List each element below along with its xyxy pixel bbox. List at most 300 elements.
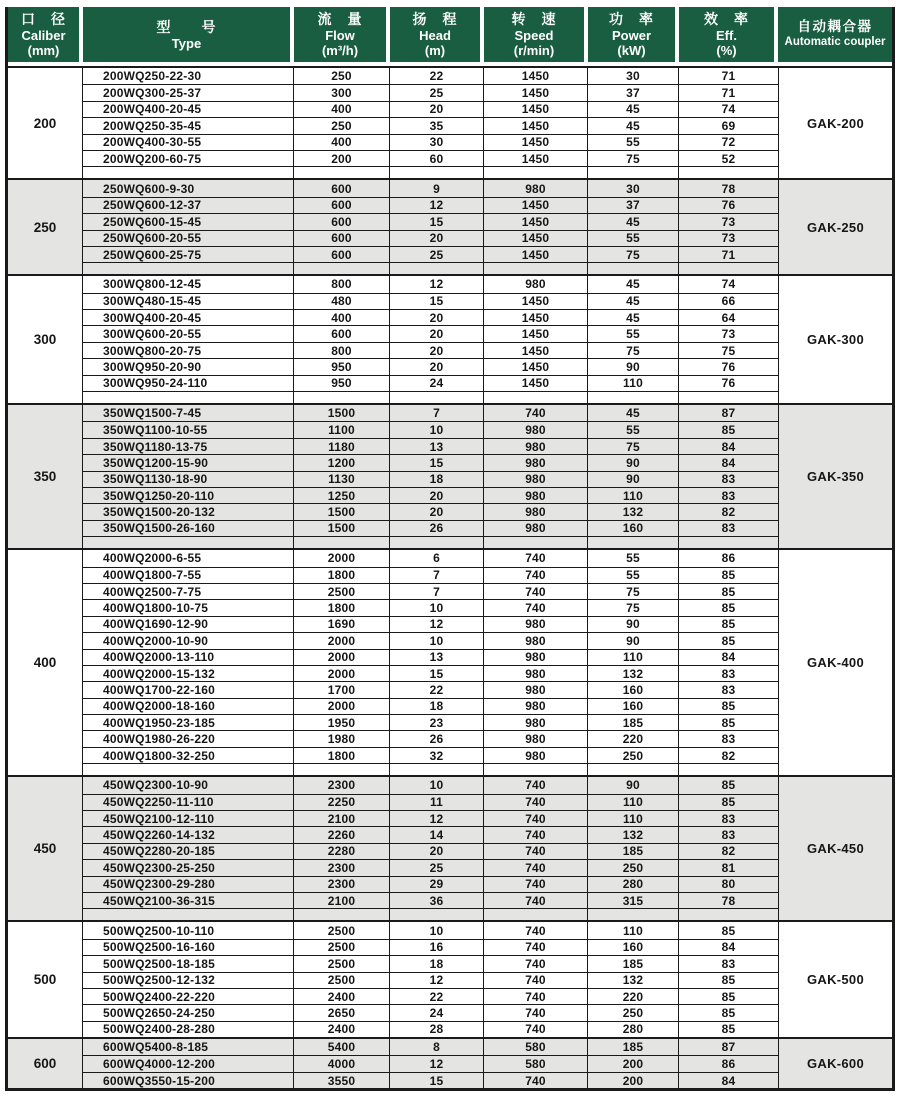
type-cell: 250WQ600-9-30 bbox=[83, 180, 294, 196]
table-row bbox=[83, 325, 778, 341]
eff-cell: 71 bbox=[721, 247, 736, 262]
flow-cell: 1130 bbox=[294, 472, 390, 487]
speed-cell: 980 bbox=[484, 180, 588, 196]
eff-cell: 83 bbox=[721, 828, 736, 843]
speed-cell: 1450 bbox=[484, 214, 588, 229]
speed-cell: 980 bbox=[484, 666, 588, 681]
table-row bbox=[83, 68, 778, 84]
power-cell: 185 bbox=[588, 956, 679, 971]
group-rows bbox=[83, 550, 778, 775]
type-cell: 450WQ2260-14-132 bbox=[83, 827, 294, 842]
flow-cell: 5400 bbox=[294, 1039, 390, 1055]
head-cell: 12 bbox=[390, 811, 484, 826]
head-cell: 16 bbox=[390, 940, 484, 955]
spacer-row bbox=[83, 536, 778, 548]
power-cell: 30 bbox=[588, 180, 679, 196]
table-row bbox=[83, 616, 778, 632]
power-cell: 315 bbox=[588, 893, 679, 908]
table-row bbox=[83, 1021, 778, 1037]
group-rows bbox=[83, 922, 778, 1037]
head-cell: 25 bbox=[390, 860, 484, 875]
head-cell: 12 bbox=[390, 973, 484, 988]
header-caliber-unit: (mm) bbox=[27, 43, 60, 58]
power-cell: 185 bbox=[588, 715, 679, 730]
table-row bbox=[83, 550, 778, 566]
table-row bbox=[83, 988, 778, 1004]
type-cell: 200WQ250-22-30 bbox=[83, 68, 294, 84]
spacer-row bbox=[83, 908, 778, 920]
head-cell: 13 bbox=[390, 650, 484, 665]
eff-cell-empty bbox=[679, 263, 778, 274]
eff-cell: 83 bbox=[721, 956, 736, 971]
flow-cell: 600 bbox=[294, 231, 390, 246]
head-cell: 18 bbox=[390, 956, 484, 971]
head-cell: 10 bbox=[390, 922, 484, 938]
type-cell: 200WQ400-20-45 bbox=[83, 102, 294, 117]
eff-cell: 84 bbox=[721, 455, 736, 470]
eff-cell: 78 bbox=[721, 893, 736, 908]
flow-cell: 1800 bbox=[294, 748, 390, 763]
head-cell-empty bbox=[390, 764, 484, 775]
speed-cell: 980 bbox=[484, 715, 588, 730]
table-row bbox=[83, 567, 778, 583]
type-cell: 500WQ2500-16-160 bbox=[83, 940, 294, 955]
speed-cell: 740 bbox=[484, 893, 588, 908]
power-cell: 90 bbox=[588, 633, 679, 648]
eff-cell: 83 bbox=[721, 811, 736, 826]
eff-cell: 71 bbox=[721, 69, 736, 84]
header-caliber-zh: 口 径 bbox=[21, 11, 66, 27]
power-cell-empty bbox=[588, 764, 679, 775]
speed-cell: 740 bbox=[484, 940, 588, 955]
head-cell: 22 bbox=[390, 682, 484, 697]
type-cell: 400WQ1690-12-90 bbox=[83, 617, 294, 632]
speed-cell: 980 bbox=[484, 455, 588, 470]
table-row bbox=[83, 520, 778, 536]
eff-cell: 84 bbox=[721, 1073, 736, 1088]
flow-cell: 600 bbox=[294, 247, 390, 262]
group-rows bbox=[83, 1039, 778, 1088]
flow-cell: 2500 bbox=[294, 973, 390, 988]
flow-cell: 2100 bbox=[294, 893, 390, 908]
power-cell: 75 bbox=[588, 584, 679, 599]
type-cell-empty bbox=[83, 263, 294, 274]
type-cell: 500WQ2400-22-220 bbox=[83, 989, 294, 1004]
table-row bbox=[83, 246, 778, 262]
speed-cell: 1450 bbox=[484, 198, 588, 213]
header-eff-en: Eff. bbox=[716, 28, 737, 43]
head-cell: 26 bbox=[390, 521, 484, 536]
type-cell: 350WQ1130-18-90 bbox=[83, 472, 294, 487]
power-cell-empty bbox=[588, 909, 679, 920]
speed-cell: 580 bbox=[484, 1039, 588, 1055]
eff-cell: 71 bbox=[721, 86, 736, 101]
speed-cell: 980 bbox=[484, 617, 588, 632]
eff-cell: 75 bbox=[721, 343, 736, 358]
head-cell-empty bbox=[390, 263, 484, 274]
type-cell-empty bbox=[83, 764, 294, 775]
power-cell: 132 bbox=[588, 666, 679, 681]
flow-cell: 600 bbox=[294, 326, 390, 341]
eff-cell-empty bbox=[679, 537, 778, 548]
speed-cell: 1450 bbox=[484, 247, 588, 262]
eff-cell-empty bbox=[679, 392, 778, 403]
table-row bbox=[83, 1055, 778, 1071]
speed-cell: 1450 bbox=[484, 151, 588, 166]
power-cell: 75 bbox=[588, 439, 679, 454]
type-cell: 400WQ1950-23-185 bbox=[83, 715, 294, 730]
head-cell: 11 bbox=[390, 795, 484, 810]
head-cell: 20 bbox=[390, 231, 484, 246]
speed-cell: 740 bbox=[484, 405, 588, 421]
spacer-row bbox=[83, 262, 778, 274]
speed-cell: 980 bbox=[484, 699, 588, 714]
head-cell: 24 bbox=[390, 1005, 484, 1020]
header-head bbox=[390, 7, 484, 62]
head-cell: 20 bbox=[390, 844, 484, 859]
speed-cell: 740 bbox=[484, 811, 588, 826]
flow-cell: 1500 bbox=[294, 521, 390, 536]
power-cell: 200 bbox=[588, 1056, 679, 1071]
flow-cell: 600 bbox=[294, 180, 390, 196]
power-cell: 75 bbox=[588, 600, 679, 615]
flow-cell-empty bbox=[294, 537, 390, 548]
type-cell: 600WQ4000-12-200 bbox=[83, 1056, 294, 1071]
group-rows bbox=[83, 68, 778, 178]
eff-cell-empty bbox=[679, 167, 778, 178]
table-body bbox=[8, 66, 892, 1088]
power-cell: 250 bbox=[588, 1005, 679, 1020]
flow-cell: 2500 bbox=[294, 584, 390, 599]
header-caliber bbox=[8, 7, 83, 62]
power-cell: 185 bbox=[588, 1039, 679, 1055]
table-row bbox=[83, 276, 778, 292]
table-row bbox=[83, 972, 778, 988]
table-row bbox=[83, 454, 778, 470]
type-cell: 450WQ2300-10-90 bbox=[83, 777, 294, 793]
type-cell: 250WQ600-25-75 bbox=[83, 247, 294, 262]
flow-cell: 2500 bbox=[294, 940, 390, 955]
pump-spec-table bbox=[5, 7, 895, 1091]
eff-cell: 69 bbox=[721, 118, 736, 133]
table-row bbox=[83, 681, 778, 697]
power-cell: 132 bbox=[588, 827, 679, 842]
type-cell: 250WQ600-20-55 bbox=[83, 231, 294, 246]
table-row bbox=[83, 117, 778, 133]
flow-cell: 2100 bbox=[294, 811, 390, 826]
speed-cell-empty bbox=[484, 909, 588, 920]
spacer-row bbox=[83, 166, 778, 178]
header-type-en: Type bbox=[171, 35, 202, 51]
speed-cell: 740 bbox=[484, 584, 588, 599]
coupler-cell: GAK-600 bbox=[778, 1039, 892, 1088]
head-cell: 10 bbox=[390, 422, 484, 437]
caliber-group-200 bbox=[8, 68, 892, 178]
type-cell: 200WQ300-25-37 bbox=[83, 85, 294, 100]
table-row bbox=[83, 698, 778, 714]
table-row bbox=[83, 1072, 778, 1088]
type-cell: 300WQ800-20-75 bbox=[83, 343, 294, 358]
eff-cell: 85 bbox=[721, 423, 736, 438]
header-speed bbox=[484, 7, 588, 62]
type-cell: 500WQ2400-28-280 bbox=[83, 1022, 294, 1037]
flow-cell: 950 bbox=[294, 376, 390, 391]
flow-cell: 2260 bbox=[294, 827, 390, 842]
speed-cell: 1450 bbox=[484, 135, 588, 150]
spacer-row bbox=[83, 391, 778, 403]
type-cell: 600WQ5400-8-185 bbox=[83, 1039, 294, 1055]
flow-cell: 2500 bbox=[294, 922, 390, 938]
header-caliber-en: Caliber bbox=[21, 28, 66, 43]
type-cell-empty bbox=[83, 167, 294, 178]
eff-cell: 73 bbox=[721, 214, 736, 229]
table-row bbox=[83, 859, 778, 875]
head-cell: 13 bbox=[390, 439, 484, 454]
table-row bbox=[83, 101, 778, 117]
type-cell: 600WQ3550-15-200 bbox=[83, 1073, 294, 1088]
speed-cell: 580 bbox=[484, 1056, 588, 1071]
table-row bbox=[83, 487, 778, 503]
type-cell: 450WQ2100-12-110 bbox=[83, 811, 294, 826]
eff-cell: 74 bbox=[721, 102, 736, 117]
head-cell: 6 bbox=[390, 550, 484, 566]
power-cell: 55 bbox=[588, 422, 679, 437]
header-type bbox=[83, 7, 294, 62]
power-cell: 55 bbox=[588, 568, 679, 583]
flow-cell: 800 bbox=[294, 343, 390, 358]
flow-cell: 2300 bbox=[294, 777, 390, 793]
type-cell: 350WQ1500-20-132 bbox=[83, 504, 294, 519]
coupler-cell: GAK-200 bbox=[778, 68, 892, 178]
speed-cell: 1450 bbox=[484, 376, 588, 391]
head-cell: 22 bbox=[390, 68, 484, 84]
power-cell: 45 bbox=[588, 214, 679, 229]
flow-cell: 200 bbox=[294, 151, 390, 166]
speed-cell: 1450 bbox=[484, 118, 588, 133]
eff-cell: 74 bbox=[721, 277, 736, 292]
eff-cell: 86 bbox=[721, 551, 736, 566]
caliber-group-500 bbox=[8, 920, 892, 1037]
caliber-cell: 250 bbox=[8, 180, 83, 274]
header-eff-unit: (%) bbox=[716, 43, 737, 58]
type-cell: 400WQ2000-10-90 bbox=[83, 633, 294, 648]
power-cell: 110 bbox=[588, 376, 679, 391]
speed-cell-empty bbox=[484, 263, 588, 274]
table-row bbox=[83, 471, 778, 487]
flow-cell: 1500 bbox=[294, 504, 390, 519]
eff-cell: 80 bbox=[721, 877, 736, 892]
type-cell: 350WQ1100-10-55 bbox=[83, 422, 294, 437]
flow-cell: 1500 bbox=[294, 405, 390, 421]
table-row bbox=[83, 632, 778, 648]
power-cell: 90 bbox=[588, 777, 679, 793]
head-cell: 9 bbox=[390, 180, 484, 196]
eff-cell: 73 bbox=[721, 327, 736, 342]
power-cell: 75 bbox=[588, 343, 679, 358]
coupler-cell: GAK-350 bbox=[778, 405, 892, 548]
eff-cell: 76 bbox=[721, 198, 736, 213]
flow-cell: 2300 bbox=[294, 860, 390, 875]
power-cell: 37 bbox=[588, 198, 679, 213]
table-row bbox=[83, 922, 778, 938]
power-cell: 45 bbox=[588, 294, 679, 309]
table-row bbox=[83, 714, 778, 730]
speed-cell: 980 bbox=[484, 633, 588, 648]
eff-cell: 85 bbox=[721, 601, 736, 616]
eff-cell: 78 bbox=[721, 181, 736, 196]
head-cell: 60 bbox=[390, 151, 484, 166]
table-row bbox=[83, 730, 778, 746]
head-cell: 29 bbox=[390, 877, 484, 892]
head-cell: 15 bbox=[390, 666, 484, 681]
type-cell: 300WQ950-24-110 bbox=[83, 376, 294, 391]
head-cell: 26 bbox=[390, 731, 484, 746]
type-cell: 450WQ2280-20-185 bbox=[83, 844, 294, 859]
speed-cell: 740 bbox=[484, 956, 588, 971]
table-row bbox=[83, 843, 778, 859]
eff-cell: 83 bbox=[721, 666, 736, 681]
eff-cell: 85 bbox=[721, 715, 736, 730]
eff-cell: 85 bbox=[721, 1022, 736, 1037]
speed-cell: 980 bbox=[484, 504, 588, 519]
flow-cell: 480 bbox=[294, 294, 390, 309]
speed-cell: 980 bbox=[484, 521, 588, 536]
power-cell: 220 bbox=[588, 731, 679, 746]
flow-cell: 1700 bbox=[294, 682, 390, 697]
caliber-group-300 bbox=[8, 274, 892, 403]
flow-cell: 2500 bbox=[294, 956, 390, 971]
speed-cell: 740 bbox=[484, 600, 588, 615]
type-cell: 300WQ800-12-45 bbox=[83, 276, 294, 292]
head-cell: 10 bbox=[390, 777, 484, 793]
flow-cell: 950 bbox=[294, 359, 390, 374]
eff-cell: 83 bbox=[721, 732, 736, 747]
table-row bbox=[83, 599, 778, 615]
speed-cell: 740 bbox=[484, 568, 588, 583]
eff-cell-empty bbox=[679, 909, 778, 920]
type-cell: 450WQ2250-11-110 bbox=[83, 795, 294, 810]
table-header bbox=[8, 7, 892, 62]
type-cell: 400WQ1800-10-75 bbox=[83, 600, 294, 615]
flow-cell-empty bbox=[294, 909, 390, 920]
table-row bbox=[83, 777, 778, 793]
type-cell: 400WQ2500-7-75 bbox=[83, 584, 294, 599]
eff-cell: 85 bbox=[721, 778, 736, 793]
header-head-unit: (m) bbox=[424, 43, 446, 58]
head-cell-empty bbox=[390, 909, 484, 920]
eff-cell: 87 bbox=[721, 1040, 736, 1055]
head-cell: 20 bbox=[390, 488, 484, 503]
header-coupler-en: Automatic coupler bbox=[784, 36, 886, 48]
header-speed-zh: 转 速 bbox=[511, 11, 557, 27]
table-row bbox=[83, 826, 778, 842]
power-cell: 160 bbox=[588, 940, 679, 955]
power-cell: 55 bbox=[588, 231, 679, 246]
eff-cell: 84 bbox=[721, 650, 736, 665]
head-cell: 35 bbox=[390, 118, 484, 133]
table-row bbox=[83, 649, 778, 665]
power-cell: 110 bbox=[588, 488, 679, 503]
type-cell: 450WQ2300-25-250 bbox=[83, 860, 294, 875]
power-cell: 220 bbox=[588, 989, 679, 1004]
speed-cell: 1450 bbox=[484, 102, 588, 117]
type-cell: 300WQ950-20-90 bbox=[83, 359, 294, 374]
header-flow-en: Flow bbox=[325, 28, 355, 43]
flow-cell: 1690 bbox=[294, 617, 390, 632]
type-cell: 400WQ2000-13-110 bbox=[83, 650, 294, 665]
eff-cell: 82 bbox=[721, 844, 736, 859]
type-cell: 400WQ1700-22-160 bbox=[83, 682, 294, 697]
flow-cell: 2250 bbox=[294, 795, 390, 810]
head-cell: 15 bbox=[390, 294, 484, 309]
flow-cell: 2400 bbox=[294, 989, 390, 1004]
caliber-cell: 500 bbox=[8, 922, 83, 1037]
type-cell: 400WQ2000-18-160 bbox=[83, 699, 294, 714]
power-cell: 55 bbox=[588, 135, 679, 150]
head-cell: 12 bbox=[390, 1056, 484, 1071]
eff-cell: 72 bbox=[721, 135, 736, 150]
caliber-cell: 200 bbox=[8, 68, 83, 178]
power-cell: 160 bbox=[588, 699, 679, 714]
power-cell: 160 bbox=[588, 521, 679, 536]
flow-cell-empty bbox=[294, 167, 390, 178]
power-cell: 45 bbox=[588, 310, 679, 325]
flow-cell: 400 bbox=[294, 310, 390, 325]
table-row bbox=[83, 150, 778, 166]
type-cell: 350WQ1500-26-160 bbox=[83, 521, 294, 536]
table-row bbox=[83, 955, 778, 971]
eff-cell: 82 bbox=[721, 505, 736, 520]
power-cell: 110 bbox=[588, 811, 679, 826]
flow-cell-empty bbox=[294, 392, 390, 403]
flow-cell-empty bbox=[294, 764, 390, 775]
eff-cell: 83 bbox=[721, 521, 736, 536]
header-eff bbox=[679, 7, 778, 62]
eff-cell: 66 bbox=[721, 294, 736, 309]
type-cell: 300WQ400-20-45 bbox=[83, 310, 294, 325]
table-row bbox=[83, 213, 778, 229]
eff-cell: 85 bbox=[721, 584, 736, 599]
speed-cell: 740 bbox=[484, 989, 588, 1004]
flow-cell: 2650 bbox=[294, 1005, 390, 1020]
table-row bbox=[83, 583, 778, 599]
type-cell: 250WQ600-12-37 bbox=[83, 198, 294, 213]
power-cell: 55 bbox=[588, 326, 679, 341]
table-row bbox=[83, 1039, 778, 1055]
flow-cell: 600 bbox=[294, 214, 390, 229]
flow-cell: 2000 bbox=[294, 633, 390, 648]
speed-cell: 980 bbox=[484, 682, 588, 697]
head-cell: 7 bbox=[390, 405, 484, 421]
table-row bbox=[83, 876, 778, 892]
eff-cell: 84 bbox=[721, 439, 736, 454]
table-row bbox=[83, 358, 778, 374]
head-cell: 12 bbox=[390, 617, 484, 632]
head-cell: 20 bbox=[390, 326, 484, 341]
header-coupler bbox=[778, 7, 892, 62]
eff-cell: 85 bbox=[721, 1006, 736, 1020]
type-cell: 250WQ600-15-45 bbox=[83, 214, 294, 229]
type-cell: 200WQ250-35-45 bbox=[83, 118, 294, 133]
speed-cell: 740 bbox=[484, 922, 588, 938]
type-cell: 500WQ2500-18-185 bbox=[83, 956, 294, 971]
head-cell: 25 bbox=[390, 247, 484, 262]
speed-cell: 740 bbox=[484, 973, 588, 988]
group-rows bbox=[83, 180, 778, 274]
eff-cell: 64 bbox=[721, 310, 736, 325]
eff-cell: 83 bbox=[721, 488, 736, 503]
speed-cell: 980 bbox=[484, 650, 588, 665]
